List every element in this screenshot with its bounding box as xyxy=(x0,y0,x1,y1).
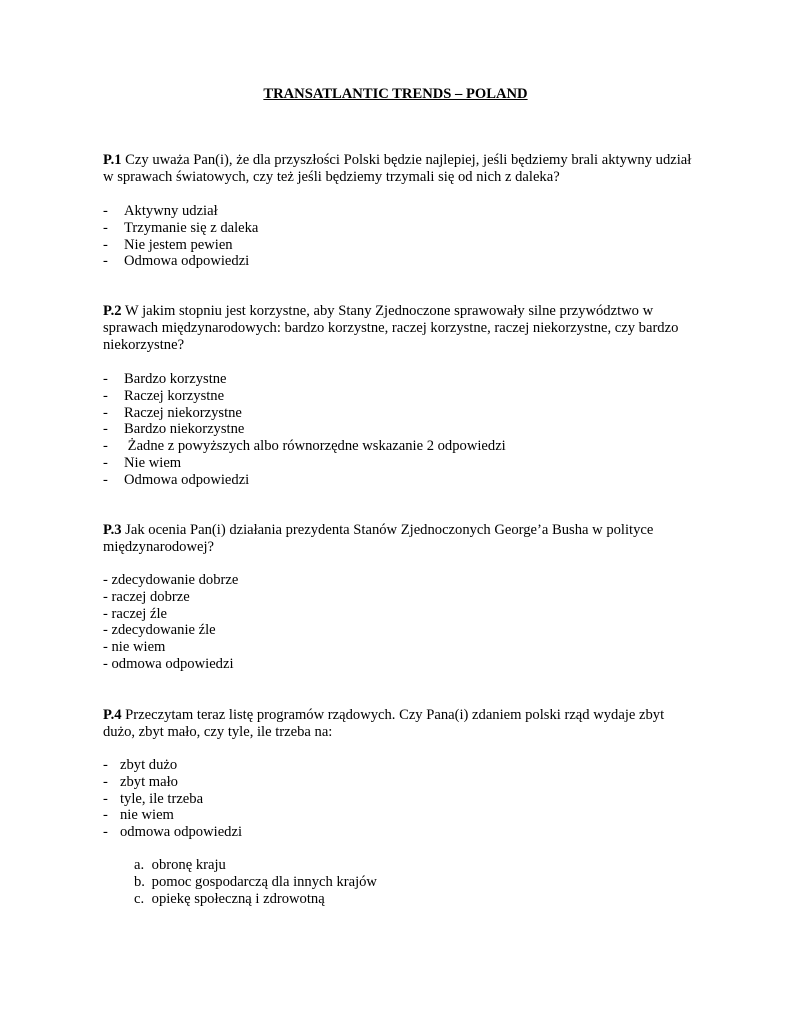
answers-p2 xyxy=(103,371,506,489)
answer-item: - odmowa odpowiedzi xyxy=(103,655,234,672)
answer-text: Aktywny udział xyxy=(124,203,218,219)
answer-text: Raczej korzystne xyxy=(124,387,225,404)
answer-item: - nie wiem xyxy=(103,639,166,656)
answer-dash: - xyxy=(103,471,108,488)
answer-dash: - xyxy=(103,219,108,236)
answer-dash: - xyxy=(103,824,108,841)
answer-text: nie wiem xyxy=(120,807,174,824)
document-title: TRANSATLANTIC TRENDS – POLAND xyxy=(263,86,528,102)
program-letter: b. xyxy=(134,873,145,890)
answer-text: Bardzo niekorzystne xyxy=(124,421,245,438)
answer-dash: - xyxy=(103,203,108,219)
question-body: Czy uważa Pan(i), że dla przyszłości Polski będzie najlepiej, jeśli będziemy brali aktywny udział w sprawach światowych, czy też jeśli będziemy trzymali się od nich z daleka? xyxy=(103,152,692,185)
program-list-p4 xyxy=(134,857,377,907)
program-text: opiekę społeczną i zdrowotną xyxy=(151,890,325,907)
answer-item: - raczej źle xyxy=(103,605,167,622)
answer-text: zbyt mało xyxy=(120,773,178,790)
answer-item xyxy=(103,438,506,455)
answer-text: Odmowa odpowiedzi xyxy=(124,253,250,270)
question-body: Przeczytam teraz listę programów rządowych. Czy Pana(i) zdaniem polski rząd wydaje zbyt dużo, zbyt mało, czy tyle, ile trzeba na: xyxy=(103,707,665,740)
program-text: pomoc gospodarczą dla innych krajów xyxy=(151,873,377,890)
answer-item xyxy=(103,253,258,270)
answer-text: odmowa odpowiedzi xyxy=(120,824,242,841)
answer-item xyxy=(103,371,506,388)
answer-text: Bardzo korzystne xyxy=(124,371,227,387)
answer-text: zbyt dużo xyxy=(120,757,178,773)
answer-item xyxy=(103,807,242,824)
question-p1-text xyxy=(103,152,703,186)
answer-text: Nie jestem pewien xyxy=(124,236,233,253)
answer-dash: - xyxy=(103,454,108,471)
question-number: P.2 xyxy=(103,303,122,319)
question-p4 xyxy=(103,707,688,741)
question-body: Jak ocenia Pan(i) działania prezydenta Stanów Zjednoczonych George’a Busha w polityce międzynarodowej? xyxy=(103,522,654,555)
answers-p3 xyxy=(103,572,238,673)
answers-p4 xyxy=(103,757,242,841)
program-letter: c. xyxy=(134,890,145,907)
answer-item xyxy=(103,203,258,220)
answer-item xyxy=(103,220,258,237)
answer-dash: - xyxy=(103,404,108,421)
answer-item: - zdecydowanie dobrze xyxy=(103,572,239,588)
answer-item xyxy=(103,824,242,841)
answer-text: Trzymanie się z daleka xyxy=(124,219,259,236)
program-item xyxy=(134,857,377,874)
answer-item xyxy=(103,774,242,791)
answer-dash: - xyxy=(103,807,108,824)
answer-dash: - xyxy=(103,236,108,253)
answer-dash: - xyxy=(103,773,108,790)
answer-item xyxy=(103,388,506,405)
answer-item: - raczej dobrze xyxy=(103,588,190,605)
answer-item xyxy=(103,405,506,422)
answer-dash: - xyxy=(103,438,108,455)
answer-text: Odmowa odpowiedzi xyxy=(124,471,250,488)
answer-text: Żadne z powyższych albo równorzędne wskazanie 2 odpowiedzi xyxy=(124,438,506,455)
question-p2-text xyxy=(103,303,683,353)
answer-text: tyle, ile trzeba xyxy=(120,790,204,807)
answer-item xyxy=(103,237,258,254)
answer-text: Raczej niekorzystne xyxy=(124,404,242,421)
question-body: W jakim stopniu jest korzystne, aby Stany Zjednoczone sprawowały silne przywództwo w sprawach międzynarodowych: bardzo korzystne, raczej korzystne, raczej niekorzystne, czy bardzo niekorzystne? xyxy=(103,303,679,353)
question-number: P.4 xyxy=(103,707,122,723)
question-p2 xyxy=(103,303,683,353)
answers-p1 xyxy=(103,203,258,270)
answer-item xyxy=(103,472,506,489)
question-p3 xyxy=(103,522,673,556)
answer-dash: - xyxy=(103,790,108,807)
answer-item xyxy=(103,791,242,808)
answer-item: - zdecydowanie źle xyxy=(103,622,216,639)
program-item xyxy=(134,874,377,891)
answer-item xyxy=(103,757,242,774)
answer-text: Nie wiem xyxy=(124,454,182,471)
question-p1 xyxy=(103,152,703,186)
question-p3-text xyxy=(103,522,673,556)
program-text: obronę kraju xyxy=(151,857,226,873)
answer-item xyxy=(103,421,506,438)
question-p4-text xyxy=(103,707,688,741)
answer-dash: - xyxy=(103,387,108,404)
answer-dash: - xyxy=(103,421,108,438)
question-number: P.3 xyxy=(103,522,122,538)
answer-dash: - xyxy=(103,253,108,270)
program-item xyxy=(134,891,377,908)
answer-dash: - xyxy=(103,757,108,773)
answer-item xyxy=(103,455,506,472)
answer-dash: - xyxy=(103,371,108,387)
question-number: P.1 xyxy=(103,152,122,168)
program-letter: a. xyxy=(134,857,145,873)
